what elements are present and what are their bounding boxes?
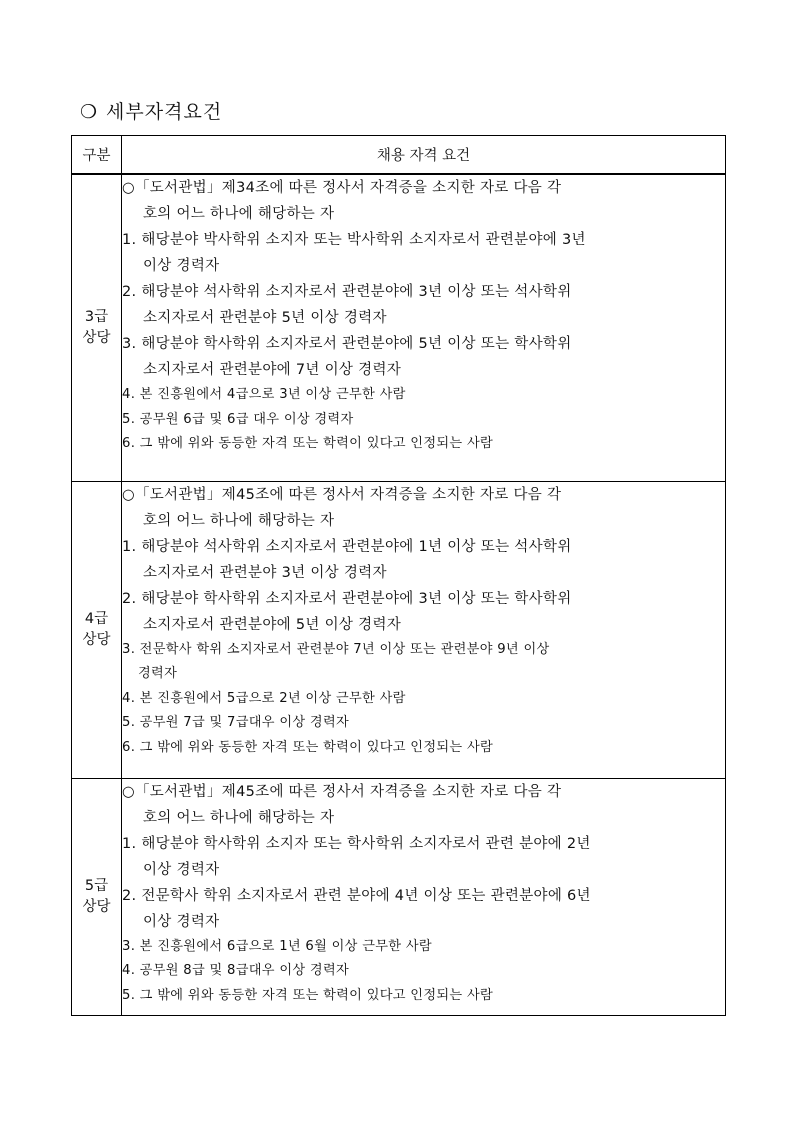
requirement-line: 이상 경력자	[143, 861, 220, 878]
requirement-line: 경력자	[138, 666, 178, 681]
table-row	[72, 778, 726, 1015]
requirement-line: 소지자로서 관련분야에 7년 이상 경력자	[143, 362, 402, 378]
table-row	[72, 174, 726, 481]
requirements-cell	[122, 174, 726, 481]
requirement-line: 4. 본 진흥원에서 5급으로 2년 이상 근무한 사람	[122, 690, 406, 706]
requirement-line: 2. 해당분야 석사학위 소지자로서 관련분야에 3년 이상 또는 석사학위	[122, 284, 572, 300]
requirement-line: 3. 해당분야 학사학위 소지자로서 관련분야에 5년 이상 또는 학사학위	[122, 336, 572, 352]
requirement-line: 4. 본 진흥원에서 4급으로 3년 이상 근무한 사람	[122, 387, 406, 402]
requirement-line: 5. 공무원 7급 및 7급대우 이상 경력자	[122, 715, 350, 730]
heading-text: 세부자격요건	[106, 101, 223, 123]
table-header-row	[72, 136, 726, 175]
grade-label: 3급	[84, 308, 109, 325]
requirement-line: 1. 해당분야 석사학위 소지자로서 관련분야에 1년 이상 또는 석사학위	[122, 538, 572, 555]
requirement-line: 4. 공무원 8급 및 8급대우 이상 경력자	[122, 963, 350, 978]
requirements-cell	[122, 778, 726, 1015]
table-row	[72, 481, 726, 778]
requirement-line: 5. 공무원 6급 및 6급 대우 이상 경력자	[122, 411, 354, 427]
requirement-line: 이상 경력자	[143, 258, 220, 274]
requirement-line: ○「도서관법」제45조에 따른 정사서 자격증을 소지한 자로 다음 각	[122, 486, 562, 503]
requirement-line: 5. 그 밖에 위와 동등한 자격 또는 학력이 있다고 인정되는 사람	[122, 987, 494, 1003]
header-requirements: 채용 자격 요건	[122, 136, 726, 175]
requirement-line: 3. 본 진흥원에서 6급으로 1년 6월 이상 근무한 사람	[122, 938, 432, 954]
grade-cell	[72, 174, 122, 481]
requirement-line: ○「도서관법」제34조에 따른 정사서 자격증을 소지한 자로 다음 각	[122, 180, 562, 196]
requirement-line: 이상 경력자	[143, 913, 220, 930]
section-heading	[80, 97, 222, 124]
requirement-line: 소지자로서 관련분야 3년 이상 경력자	[143, 564, 387, 581]
grade-label-suffix: 상당	[82, 631, 111, 648]
requirement-line: 6. 그 밖에 위와 동등한 자격 또는 학력이 있다고 인정되는 사람	[122, 436, 494, 451]
requirement-line: 1. 해당분야 박사학위 소지자 또는 박사학위 소지자로서 관련분야에 3년	[122, 232, 586, 248]
grade-cell	[72, 481, 122, 778]
requirement-line: 호의 어느 하나에 해당하는 자	[143, 206, 335, 222]
requirement-line: 3. 전문학사 학위 소지자로서 관련분야 7년 이상 또는 관련분야 9년 이상	[122, 641, 550, 657]
grade-label: 5급	[84, 877, 109, 894]
grade-label-suffix: 상당	[82, 898, 111, 915]
grade-label: 4급	[84, 610, 109, 627]
heading-bullet: ❍	[80, 101, 99, 123]
grade-cell	[72, 778, 122, 1015]
requirement-line: ○「도서관법」제45조에 따른 정사서 자격증을 소지한 자로 다음 각	[122, 783, 562, 800]
requirement-line: 소지자로서 관련분야에 5년 이상 경력자	[143, 616, 402, 633]
requirement-line: 1. 해당분야 학사학위 소지자 또는 학사학위 소지자로서 관련 분야에 2년	[122, 835, 591, 852]
requirements-cell	[122, 481, 726, 778]
requirement-line: 6. 그 밖에 위와 동등한 자격 또는 학력이 있다고 인정되는 사람	[122, 739, 494, 755]
requirement-line: 호의 어느 하나에 해당하는 자	[143, 809, 335, 826]
grade-label-suffix: 상당	[82, 329, 111, 346]
requirement-line: 호의 어느 하나에 해당하는 자	[143, 512, 335, 529]
qualification-table	[71, 135, 726, 1016]
requirement-line: 2. 전문학사 학위 소지자로서 관련 분야에 4년 이상 또는 관련분야에 6년	[122, 887, 591, 904]
requirement-line: 2. 해당분야 학사학위 소지자로서 관련분야에 3년 이상 또는 학사학위	[122, 590, 572, 607]
requirement-line: 소지자로서 관련분야 5년 이상 경력자	[143, 310, 387, 326]
header-category: 구분	[72, 136, 122, 175]
